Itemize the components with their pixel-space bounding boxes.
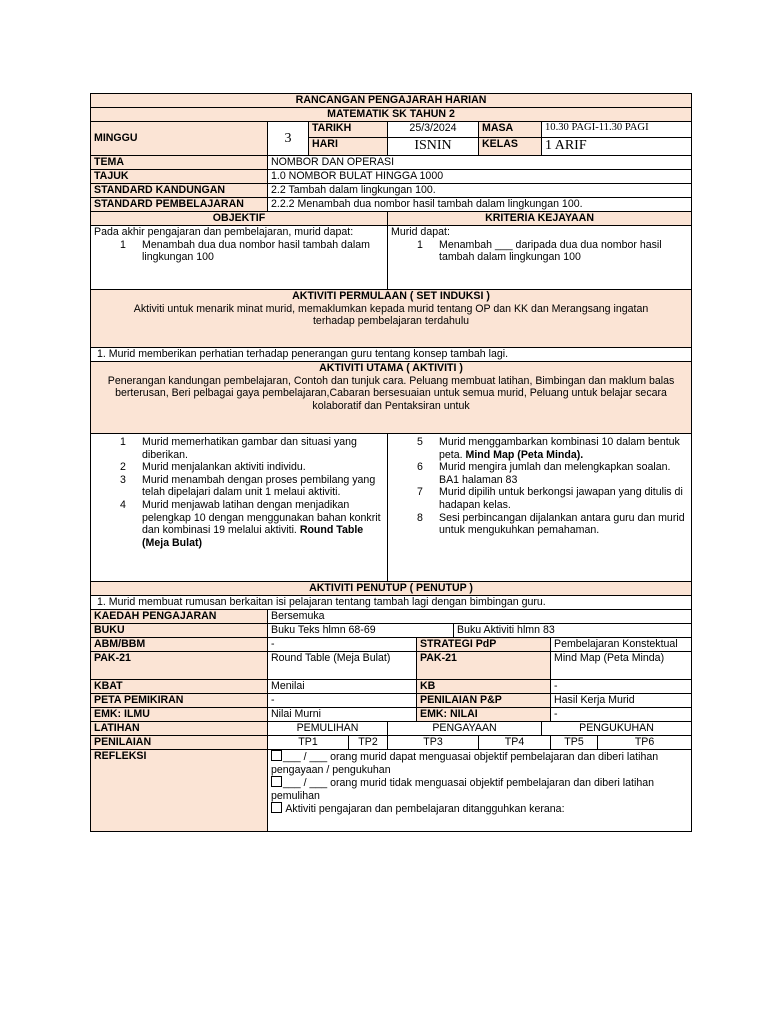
buku-teks-value: Buku Teks hlmn 68-69	[268, 624, 454, 638]
emk-nilai-value: -	[551, 708, 692, 722]
list-item	[391, 239, 688, 264]
standard-kandungan-label: STANDARD KANDUNGAN	[91, 184, 268, 198]
list-number: 1	[120, 238, 126, 251]
list-item	[94, 499, 384, 549]
kriteria-list	[391, 239, 688, 264]
standard-pembelajaran-value: 2.2.2 Menambah dua nombor hasil tambah dalam lingkungan 100.	[268, 198, 692, 212]
refleksi-line-3-text: Aktiviti pengajaran dan pembelajaran ditangguhkan kerana:	[285, 803, 565, 816]
list-text: Murid menjawab latihan dengan menjadikan pelengkap 10 dengan menggunakan bahan konkrit dan kombinasi 19 melalui aktiviti.	[142, 498, 381, 537]
list-number: 2	[120, 461, 126, 474]
list-item	[94, 239, 384, 264]
strategi-value: Pembelajaran Konstektual	[551, 638, 692, 652]
kb-label: KB	[417, 680, 551, 694]
penilaian-pp-label: PENILAIAN P&P	[417, 694, 551, 708]
list-text-bold: Mind Map (Peta Minda).	[465, 448, 584, 461]
kelas-value: 1 ARIF	[542, 138, 692, 156]
tp6-cell: TP6	[598, 736, 692, 750]
buku-label: BUKU	[91, 624, 268, 638]
pak21-label-2: PAK-21	[417, 652, 551, 680]
kriteria-content	[388, 226, 692, 290]
list-number: 1	[417, 238, 423, 251]
pak21-label: PAK-21	[91, 652, 268, 680]
refleksi-line-2	[271, 776, 688, 802]
list-number: 8	[417, 511, 423, 524]
abm-label: ABM/BBM	[91, 638, 268, 652]
refleksi-label: REFLEKSI	[91, 750, 268, 832]
minggu-label: MINGGU	[91, 122, 268, 156]
lesson-plan-sheet	[90, 93, 691, 832]
refleksi-line-1	[271, 750, 688, 776]
checkbox-icon[interactable]	[271, 750, 282, 761]
objektif-intro: Pada akhir pengajaran dan pembelajaran, murid dapat:	[94, 226, 354, 238]
refleksi-line-2-text: ___ / ___ orang murid tidak menguasai objektif pembelajaran dan diberi latihan pemulihan	[271, 777, 655, 802]
kb-value: -	[551, 680, 692, 694]
tajuk-value: 1.0 NOMBOR BULAT HINGGA 1000	[268, 170, 692, 184]
tema-label: TEMA	[91, 156, 268, 170]
buku-aktiviti-value: Buku Aktiviti hlmn 83	[454, 624, 692, 638]
form-title: RANCANGAN PENGAJARAH HARIAN	[91, 94, 692, 108]
penutup-title: AKTIVITI PENUTUP ( PENUTUP )	[91, 582, 692, 596]
refleksi-line-3	[271, 802, 688, 816]
form-subtitle: MATEMATIK SK TAHUN 2	[91, 108, 692, 122]
lesson-plan-table	[90, 93, 692, 832]
list-text: Menambah dua dua nombor hasil tambah dalam lingkungan 100	[142, 238, 370, 264]
checkbox-icon[interactable]	[271, 776, 282, 787]
masa-value: 10.30 PAGI-11.30 PAGI	[542, 122, 692, 138]
list-text: Murid menambah dengan proses pembilang yang telah dipelajari dalam unit 1 melaui aktiviti.	[142, 473, 376, 499]
list-text: Murid menggambarkan kombinasi 10 dalam bentuk peta.	[439, 436, 680, 461]
kelas-label: KELAS	[479, 138, 542, 156]
objektif-content	[91, 226, 388, 290]
list-item	[94, 461, 384, 474]
latihan-pemulihan: PEMULIHAN	[268, 722, 388, 736]
list-text: Murid memerhatikan gambar dan situasi yang diberikan.	[142, 436, 357, 461]
kaedah-label: KAEDAH PENGAJARAN	[91, 610, 268, 624]
list-number: 1	[120, 436, 126, 448]
list-number: 6	[417, 461, 423, 474]
list-item	[391, 486, 688, 511]
kbat-value: Menilai	[268, 680, 417, 694]
tarikh-label: TARIKH	[309, 122, 388, 138]
list-item	[391, 512, 688, 537]
abm-value: -	[268, 638, 417, 652]
emk-ilmu-value: Nilai Murni	[268, 708, 417, 722]
standard-kandungan-value: 2.2 Tambah dalam lingkungan 100.	[268, 184, 692, 198]
permulaan-item: 1. Murid memberikan perhatian terhadap penerangan guru tentang konsep tambah lagi.	[91, 348, 692, 362]
objektif-header: OBJEKTIF	[91, 212, 388, 226]
kaedah-value: Bersemuka	[268, 610, 692, 624]
kriteria-header: KRITERIA KEJAYAAN	[388, 212, 692, 226]
tajuk-label: TAJUK	[91, 170, 268, 184]
list-text-bold: Round Table (Meja Bulat)	[142, 524, 364, 549]
peta-pemikiran-value: -	[268, 694, 417, 708]
emk-ilmu-label: EMK: ILMU	[91, 708, 268, 722]
list-text: Murid menjalankan aktiviti individu.	[142, 461, 306, 474]
list-item	[391, 436, 688, 461]
penilaian-pp-value: Hasil Kerja Murid	[551, 694, 692, 708]
kbat-label: KBAT	[91, 680, 268, 694]
strategi-label: STRATEGI PdP	[417, 638, 551, 652]
tp3-cell: TP3	[388, 736, 479, 750]
standard-pembelajaran-label: STANDARD PEMBELAJARAN	[91, 198, 268, 212]
utama-desc: Penerangan kandungan pembelajaran, Contoh dan tunjuk cara. Peluang membuat latihan, Bimbingan dan maklum balas berterusan, Beri pelbagai gaya pembelajaran,Cabaran bersesuaian untuk semua murid, Peluang untuk belajar secara kolaboratif dan Pentaksiran untuk	[107, 374, 675, 412]
utama-left-list	[91, 434, 388, 582]
checkbox-icon[interactable]	[271, 802, 282, 813]
latihan-pengukuhan: PENGUKUHAN	[542, 722, 692, 736]
list-item	[94, 436, 384, 461]
hari-value: ISNIN	[388, 138, 479, 156]
list-text: Menambah ___ daripada dua dua nombor hasil tambah dalam lingkungan 100	[439, 238, 662, 264]
list-text: Murid mengira jumlah dan melengkapkan soalan. BA1 halaman 83	[439, 461, 671, 486]
penilaian-label: PENILAIAN	[91, 736, 268, 750]
utama-right-list	[388, 434, 692, 582]
permulaan-desc: Aktiviti untuk menarik minat murid, memaklumkan kepada murid tentang OP dan KK dan Merangsang ingatan terhadap pembelajaran terdahulu	[133, 302, 649, 328]
permulaan-title: AKTIVITI PERMULAAN ( SET INDUKSI )	[292, 290, 490, 302]
tp5-cell: TP5	[551, 736, 598, 750]
tarikh-value: 25/3/2024	[388, 122, 479, 138]
list-number: 5	[417, 436, 423, 448]
peta-pemikiran-label: PETA PEMIKIRAN	[91, 694, 268, 708]
permulaan-section	[91, 290, 692, 348]
tp2-cell: TP2	[349, 736, 388, 750]
list-text: Sesi perbincangan dijalankan antara guru dan murid untuk mengukuhkan pemahaman.	[439, 511, 685, 537]
objektif-list	[94, 239, 384, 264]
tp4-cell: TP4	[479, 736, 551, 750]
utama-section	[91, 362, 692, 434]
pak21-value-2: Mind Map (Peta Minda)	[551, 652, 692, 680]
penutup-item: 1. Murid membuat rumusan berkaitan isi pelajaran tentang tambah lagi dengan bimbingan guru.	[91, 596, 692, 610]
pak21-value: Round Table (Meja Bulat)	[268, 652, 417, 680]
minggu-value: 3	[268, 122, 309, 156]
hari-label: HARI	[309, 138, 388, 156]
utama-title: AKTIVITI UTAMA ( AKTIVITI )	[319, 362, 463, 374]
list-number: 4	[120, 498, 126, 511]
refleksi-line-1-text: ___ / ___ orang murid dapat menguasai objektif pembelajaran dan diberi latihan pengayaan / pengukuhan	[271, 751, 659, 776]
latihan-label: LATIHAN	[91, 722, 268, 736]
emk-nilai-label: EMK: NILAI	[417, 708, 551, 722]
list-text: Murid dipilih untuk berkongsi jawapan yang ditulis di hadapan kelas.	[439, 486, 683, 511]
masa-label: MASA	[479, 122, 542, 138]
list-number: 3	[120, 473, 126, 486]
tp1-cell: TP1	[268, 736, 349, 750]
list-item	[94, 474, 384, 499]
latihan-pengayaan: PENGAYAAN	[388, 722, 542, 736]
tema-value: NOMBOR DAN OPERASI	[268, 156, 692, 170]
refleksi-content	[268, 750, 692, 832]
list-item	[391, 461, 688, 486]
list-number: 7	[417, 486, 423, 499]
kriteria-intro: Murid dapat:	[391, 226, 450, 238]
